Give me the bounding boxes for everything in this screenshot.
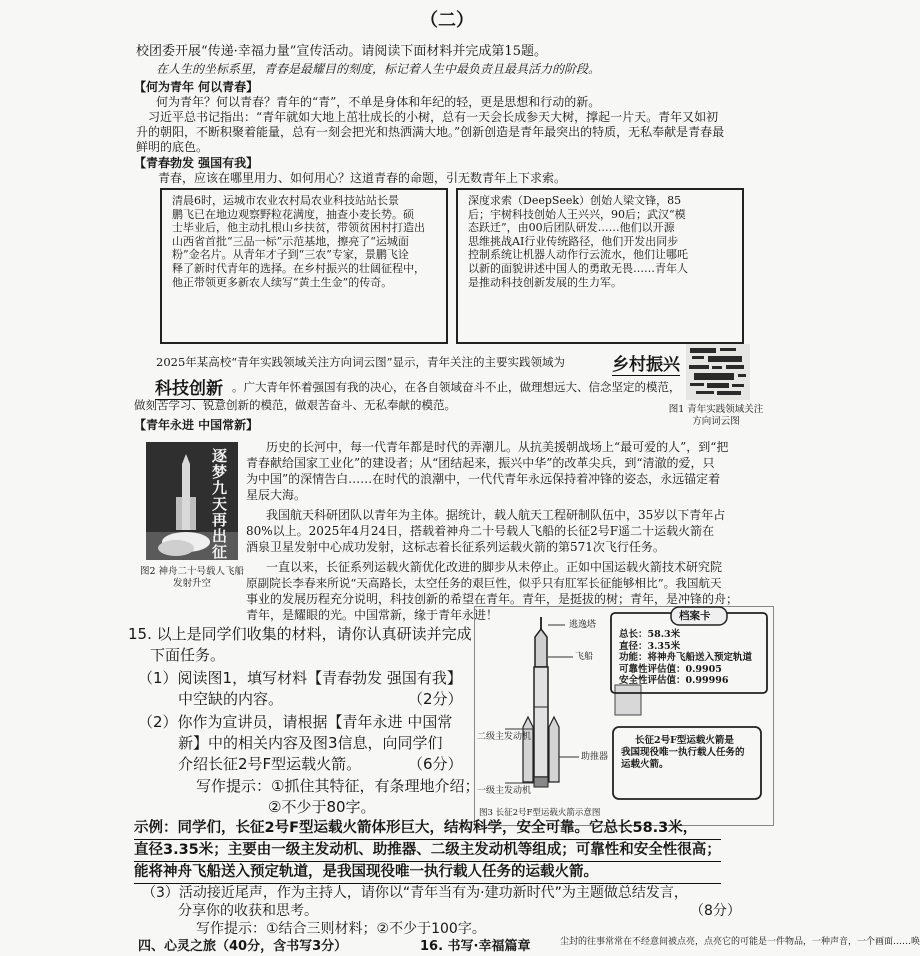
- writing-tip: 写作提示：①结合三则材料；②不少于100字。: [196, 921, 486, 937]
- paragraph-line: 习近平总书记指出：“青年就如大地上茁壮成长的小树，总有一天会长成参天大树，撑起一片天。青年又如初: [148, 110, 719, 124]
- card-line: 直径：3.35米: [619, 640, 681, 652]
- example-answer: [134, 818, 721, 884]
- survey-line: 2025年某高校“青年实践领域关注方向词云图”显示，青年关注的主要实践领域为: [156, 355, 566, 369]
- box-line: 鹏飞已在地边观察野粒花满度，抽查小麦长势。硕: [172, 207, 414, 221]
- paragraph-line: 青年，是耀眼的光。中国常新，缘于青年永进！: [246, 608, 499, 622]
- score-2: （2分）: [408, 690, 463, 708]
- box-line: 态跃迁”，由00后团队研发……他们以开源: [468, 221, 675, 235]
- example-line: 能将神舟飞船送入预定轨道，是我国现役唯一执行载人任务的运载火箭。: [134, 862, 721, 884]
- box-line: 以新的面貌讲述中国人的勇敢无畏……青年人: [468, 261, 688, 275]
- subquestion-2: （2）你作为宣讲员，请根据【青年永进 中国常: [138, 713, 453, 731]
- note-line: 运载火箭。: [621, 759, 669, 770]
- part-4-title: 四、心灵之旅（40分，含书写3分）: [138, 939, 348, 954]
- archive-card: [619, 629, 752, 687]
- box-line: 后；宇树科技创始人王兴兴，90后；武汉“模: [468, 207, 686, 221]
- note-line: 我国现役唯一执行载人任务的: [621, 747, 745, 758]
- label-booster: 助推器: [581, 752, 609, 762]
- story-box-farmer: [160, 188, 448, 344]
- subquestion-2: 新】中的相关内容及图3信息，向同学们: [178, 734, 443, 752]
- question-15-stem: 15. 以上是同学们收集的材料，请你认真研读并完成: [128, 625, 472, 643]
- box-line: 粉”金名片。从青年才子到“三农”专家，景鹏飞诠: [172, 248, 409, 262]
- subquestion-1: （1）阅读图1，填写材料【青春勃发 强国有我】: [138, 669, 462, 687]
- section-lead: 青春，应该在哪里用力、如何用心？这道青春的命题，引无数青年上下求索。: [158, 171, 567, 185]
- paragraph-line: 星辰大海。: [246, 488, 307, 502]
- card-line: 可靠性评估值：0.9905: [619, 663, 722, 675]
- card-line: 安全性评估值：0.99996: [619, 675, 729, 687]
- intro-line: 在人生的坐标系里，青春是最耀目的刻度，标记着人生中最负责且最具活力的阶段。: [156, 62, 601, 76]
- figure-3-panel: [474, 606, 774, 826]
- writing-tip: ②不少于80字。: [268, 798, 376, 816]
- subquestion-3: 分享你的收获和思考。: [178, 903, 318, 919]
- score-8: （8分）: [690, 903, 741, 919]
- box-line: 控制系统让机器人动作行云流水，他们让哪吒: [468, 248, 688, 262]
- paragraph-line: 为中国”的深情告白……在时代的浪潮中，一代代青年永远保持着冲锋的姿态，永远锚定着: [246, 472, 721, 486]
- paragraph-line: 升的朝阳，不断积聚着能量，总有一刻会把光和热洒满大地。”创新创造是青年最突出的特质，无私奉献是青春最: [136, 125, 725, 139]
- label-first-stage-engine: 一级主发动机: [477, 786, 532, 796]
- note-line: 长征2号F型运载火箭是: [635, 735, 734, 746]
- example-line: 直径3.35米；主要由一级主发动机、助推器、二级主发动机等组成；可靠性和安全性很高；: [134, 840, 721, 862]
- figure-2-caption: 图2 神舟二十号载人飞船发射升空: [139, 566, 245, 589]
- paragraph-line: 鲜明的底色。: [136, 140, 209, 154]
- box-line: 深度求索（DeepSeek）创始人梁文锋，85: [468, 194, 682, 207]
- box-line: 思维挑战AI行业传统路径，他们开发出同步: [468, 234, 679, 248]
- subquestion-2: 介绍长征2号F型运载火箭。: [178, 755, 362, 773]
- label-escape-tower: 逃逸塔: [569, 620, 597, 630]
- intro-line: 校团委开展“传递·幸福力量”宣传活动。请阅读下面材料并完成第15题。: [136, 44, 547, 59]
- section-title-3: 【青年永进 中国常新】: [134, 418, 259, 432]
- figure-3-caption: 图3 长征2号F型运载火箭示意图: [479, 808, 601, 818]
- story-box-tech: [456, 188, 744, 344]
- score-6: （6分）: [408, 755, 463, 773]
- paragraph-line: 事业的发展历程充分说明，科技创新的希望在青年。青年，是挺拔的树；青年，是冲锋的舟；: [246, 592, 739, 606]
- answer-rural-revitalization: 乡村振兴: [612, 350, 680, 376]
- paragraph-line: 80%以上。2025年4月24日，搭载着神舟二十号载人飞船的长征2号F遥二十运载火箭在: [246, 524, 715, 538]
- card-line: 总长：58.3米: [619, 629, 681, 640]
- paragraph-line: 一直以来，长征系列运载火箭优化改进的脚步从未停止。正如中国运载火箭技术研究院: [266, 560, 723, 574]
- essay-line: 尘封的往事常常在不经意间被点亮，点亮它的可能是一件物品，一种声音，一个画面……唤: [560, 937, 920, 947]
- label-second-stage-engine: 二级主发动机: [477, 732, 532, 742]
- subquestion-1: 中空缺的内容。: [178, 690, 284, 708]
- example-line: 示例：同学们，长征2号F型运载火箭体形巨大，结构科学，安全可靠。它总长58.3米，: [134, 818, 721, 840]
- section-title-1: 【何为青年 何以青春】: [134, 80, 259, 94]
- paragraph-line: 原副院长李春来所说“天高路长，太空任务的艰巨性，似乎只有肛军长征能够相比”。我国航天: [246, 576, 722, 590]
- survey-line: 做刻苦学习、锐意创新的模范，做艰苦奋斗、无私奉献的模范。: [134, 398, 456, 412]
- word-cloud-image: [686, 344, 750, 400]
- poster-slogan: 逐梦九天再出征: [212, 447, 228, 561]
- paragraph-line: 青春献给国家工业化”的建设者；从“团结起来，振兴中华”的改革尖兵，到“清澈的爱，只: [246, 456, 715, 470]
- box-line: 他正带领更多新农人续写“黄土生金”的传奇。: [172, 275, 393, 289]
- essay-prompt-clip: [560, 937, 920, 955]
- box-line: 士毕业后，他主动扎根山乡扶贫，带领贫困村打造出: [172, 221, 425, 235]
- paragraph-line: 历史的长河中，每一代青年都是时代的弄潮儿。从抗美援朝战场上“最可爱的人”，到“把: [266, 440, 729, 454]
- card-line: 功能：将神舟飞船送入预定轨道: [619, 652, 753, 664]
- writing-tip: 写作提示：①抓住其特征，有条理地介绍；: [196, 777, 480, 795]
- section-header: （二）: [420, 10, 474, 31]
- label-spacecraft: 飞船: [575, 652, 594, 662]
- box-line: 释了新时代青年的选择。在乡村振兴的壮阔征程中，: [172, 261, 425, 275]
- question-15-stem: 下面任务。: [150, 646, 226, 664]
- paragraph-line: 何为青年？何以青春？青年的“青”，不单是身体和年纪的轻，更是思想和行动的新。: [156, 95, 601, 109]
- answer-tech-innovation: 科技创新: [155, 374, 223, 400]
- archive-card-title: 档案卡: [679, 610, 711, 622]
- card-note: [621, 735, 745, 771]
- paragraph-line: 我国航天科研团队以青年为主体。据统计，载人航天工程研制队伍中，35岁以下青年占: [266, 508, 726, 522]
- figure-1-caption: 图1 青年实践领域关注方向词云图: [668, 404, 764, 427]
- section-title-2: 【青春勃发 强国有我】: [134, 156, 259, 170]
- box-line: 山西省首批“三品一标”示范基地，擦亮了“运城面: [172, 234, 409, 248]
- box-line: 清晨6时，运城市农业农村局农业科技站站长景: [172, 194, 399, 207]
- subquestion-3: （3）活动接近尾声，作为主持人，请你以“青年当有为·建功新时代”为主题做总结发言，: [142, 885, 688, 901]
- survey-line: 。广大青年怀着强国有我的决心，在各自领域奋斗不止，做理想远大、信念坚定的模范，: [232, 380, 681, 394]
- paragraph-line: 酒泉卫星发射中心成功发射，这标志着长征系列运载火箭的第571次飞行任务。: [246, 540, 665, 554]
- question-16-title: 16. 书写·幸福篇章: [420, 939, 531, 954]
- box-line: 是推动科技创新发展的生力军。: [468, 275, 622, 289]
